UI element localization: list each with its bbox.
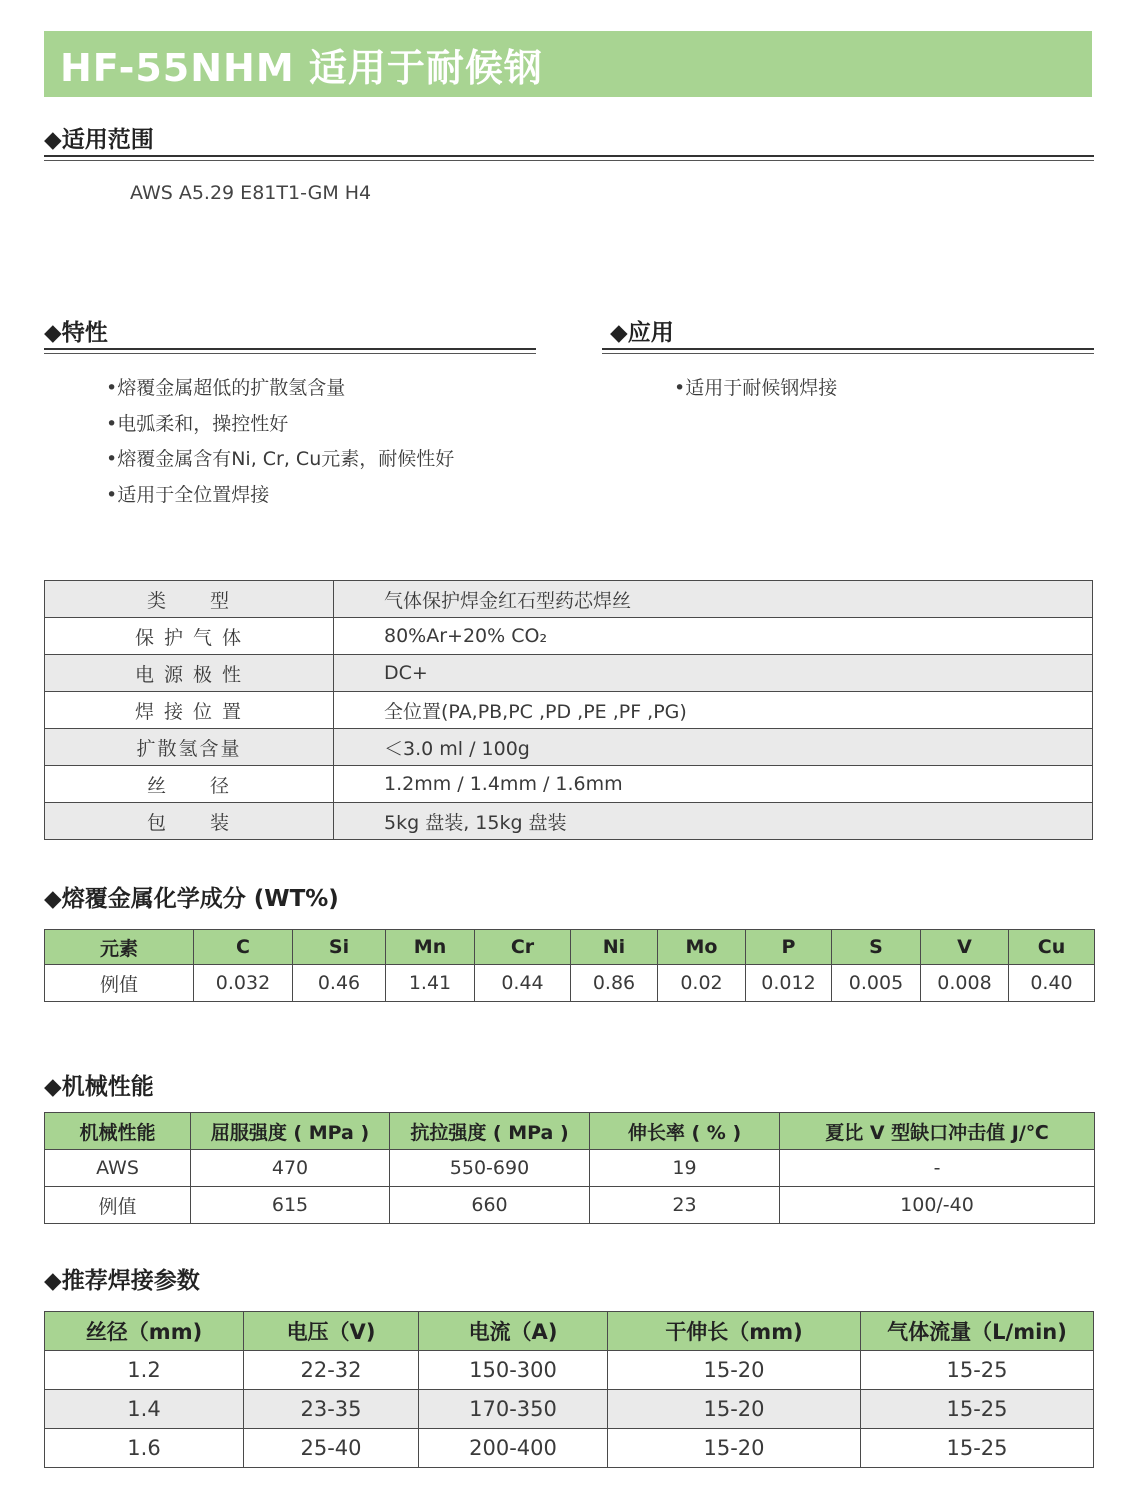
spec-label: 扩散氢含量 xyxy=(45,729,334,766)
table-cell: 660 xyxy=(390,1187,590,1224)
table-cell: 0.44 xyxy=(475,965,571,1002)
scope-section-header xyxy=(44,121,1094,161)
table-row xyxy=(45,1150,1095,1187)
table-cell: 470 xyxy=(191,1150,390,1187)
chemistry-table xyxy=(44,929,1095,1002)
table-cell: 0.005 xyxy=(832,965,921,1002)
spec-value: DC+ xyxy=(334,655,1093,692)
table-cell: 15-25 xyxy=(861,1390,1094,1429)
column-header: 电流（A) xyxy=(419,1312,608,1351)
table-cell: 200-400 xyxy=(419,1429,608,1468)
table-row xyxy=(45,1187,1095,1224)
spec-label: 包 装 xyxy=(45,803,334,840)
table-cell: 170-350 xyxy=(419,1390,608,1429)
table-cell: 23 xyxy=(590,1187,780,1224)
table-cell: 550-690 xyxy=(390,1150,590,1187)
table-header-row xyxy=(45,930,1095,965)
column-header: 夏比 V 型缺口冲击值 J/℃ xyxy=(780,1113,1095,1150)
column-header: S xyxy=(832,930,921,965)
spec-value: 1.2mm / 1.4mm / 1.6mm xyxy=(334,766,1093,803)
table-header-row xyxy=(45,1312,1094,1351)
spec-value: 气体保护焊金红石型药芯焊丝 xyxy=(334,581,1093,618)
table-cell: 0.012 xyxy=(746,965,832,1002)
column-header: V xyxy=(921,930,1009,965)
welding-section-header xyxy=(44,1262,644,1302)
table-cell: 0.032 xyxy=(194,965,293,1002)
mechanical-heading: ◆机械性能 xyxy=(44,1074,154,1100)
table-cell: 0.008 xyxy=(921,965,1009,1002)
table-cell: 19 xyxy=(590,1150,780,1187)
table-cell: AWS xyxy=(45,1150,191,1187)
column-header: Cr xyxy=(475,930,571,965)
scope-heading: ◆适用范围 xyxy=(44,127,154,153)
list-item: •电弧柔和，操控性好 xyxy=(106,412,289,435)
applications-section-header xyxy=(602,314,1094,354)
scope-standard: AWS A5.29 E81T1-GM H4 xyxy=(130,182,372,204)
features-heading: ◆特性 xyxy=(44,320,108,346)
table-row xyxy=(45,692,1093,729)
welding-heading: ◆推荐焊接参数 xyxy=(44,1268,200,1294)
spec-value: 5kg 盘装, 15kg 盘装 xyxy=(334,803,1093,840)
divider xyxy=(602,348,1094,350)
table-cell: 150-300 xyxy=(419,1351,608,1390)
table-cell: 25-40 xyxy=(244,1429,419,1468)
page-title: HF-55NHM 适用于耐候钢 xyxy=(60,45,543,90)
table-cell: 615 xyxy=(191,1187,390,1224)
divider xyxy=(44,348,536,350)
mechanical-properties-table xyxy=(44,1112,1095,1224)
column-header: 丝径（mm) xyxy=(45,1312,244,1351)
column-header: 电压（V) xyxy=(244,1312,419,1351)
spec-label: 丝 径 xyxy=(45,766,334,803)
table-cell: 0.46 xyxy=(293,965,386,1002)
table-row xyxy=(45,766,1093,803)
features-list xyxy=(106,371,454,513)
table-row xyxy=(45,1351,1094,1390)
divider xyxy=(44,353,536,354)
applications-list xyxy=(674,371,837,407)
table-cell: 例值 xyxy=(45,965,194,1002)
list-item: •熔覆金属超低的扩散氢含量 xyxy=(106,377,346,399)
list-item: •熔覆金属含有Ni, Cr, Cu元素，耐候性好 xyxy=(106,448,455,470)
chemistry-heading: ◆熔覆金属化学成分 (WT%) xyxy=(44,886,339,912)
divider xyxy=(602,353,1094,354)
list-item: •适用于全位置焊接 xyxy=(106,483,270,506)
table-cell: 23-35 xyxy=(244,1390,419,1429)
column-header: 机械性能 xyxy=(45,1113,191,1150)
list-item: •适用于耐候钢焊接 xyxy=(674,377,838,399)
table-cell: 1.41 xyxy=(386,965,475,1002)
table-cell: 100/-40 xyxy=(780,1187,1095,1224)
spec-label: 类 型 xyxy=(45,581,334,618)
column-header: 伸长率 ( % ) xyxy=(590,1113,780,1150)
spec-value: 全位置(PA,PB,PC ,PD ,PE ,PF ,PG) xyxy=(334,692,1093,729)
chemistry-section-header xyxy=(44,880,644,920)
column-header: Ni xyxy=(571,930,658,965)
column-header: 干伸长（mm) xyxy=(608,1312,861,1351)
table-cell: 22-32 xyxy=(244,1351,419,1390)
spec-value: ＜3.0 ml / 100g xyxy=(334,729,1093,766)
spec-label: 电 源 极 性 xyxy=(45,655,334,692)
divider xyxy=(44,160,1094,161)
table-row xyxy=(45,618,1093,655)
table-cell: 1.2 xyxy=(45,1351,244,1390)
column-header: 元素 xyxy=(45,930,194,965)
column-header: 抗拉强度 ( MPa ) xyxy=(390,1113,590,1150)
table-cell: 0.40 xyxy=(1009,965,1095,1002)
column-header: 气体流量（L/min) xyxy=(861,1312,1094,1351)
applications-heading: ◆应用 xyxy=(610,320,674,346)
table-cell: 15-20 xyxy=(608,1351,861,1390)
table-row xyxy=(45,729,1093,766)
table-cell: 15-25 xyxy=(861,1351,1094,1390)
table-cell: 1.4 xyxy=(45,1390,244,1429)
column-header: 屈服强度 ( MPa ) xyxy=(191,1113,390,1150)
table-cell: 1.6 xyxy=(45,1429,244,1468)
column-header: Cu xyxy=(1009,930,1095,965)
table-cell: 0.86 xyxy=(571,965,658,1002)
spec-label: 焊 接 位 置 xyxy=(45,692,334,729)
column-header: P xyxy=(746,930,832,965)
table-cell: 15-20 xyxy=(608,1390,861,1429)
table-header-row xyxy=(45,1113,1095,1150)
table-row xyxy=(45,965,1095,1002)
column-header: Mn xyxy=(386,930,475,965)
column-header: Mo xyxy=(658,930,746,965)
title-banner xyxy=(44,31,1092,97)
features-section-header xyxy=(44,314,536,354)
table-row xyxy=(45,581,1093,618)
welding-parameters-table xyxy=(44,1311,1094,1468)
spec-value: 80%Ar+20% CO₂ xyxy=(334,618,1093,655)
table-row xyxy=(45,803,1093,840)
spec-label: 保 护 气 体 xyxy=(45,618,334,655)
table-cell: 0.02 xyxy=(658,965,746,1002)
table-row xyxy=(45,1390,1094,1429)
column-header: C xyxy=(194,930,293,965)
table-cell: 例值 xyxy=(45,1187,191,1224)
table-row xyxy=(45,1429,1094,1468)
divider xyxy=(44,155,1094,157)
mechanical-section-header xyxy=(44,1068,644,1108)
table-cell: 15-25 xyxy=(861,1429,1094,1468)
table-cell: - xyxy=(780,1150,1095,1187)
table-cell: 15-20 xyxy=(608,1429,861,1468)
table-row xyxy=(45,655,1093,692)
column-header: Si xyxy=(293,930,386,965)
product-spec-table xyxy=(44,580,1093,840)
